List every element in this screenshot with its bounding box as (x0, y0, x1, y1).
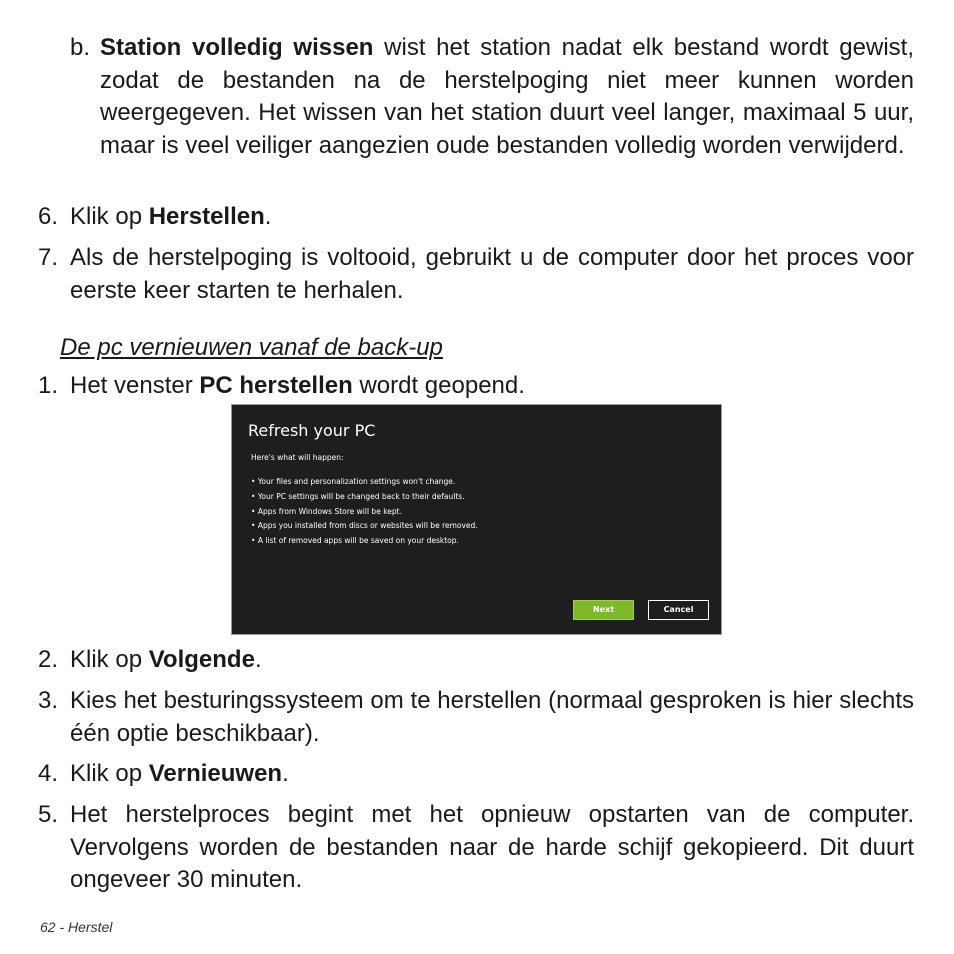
list-item-2 (38, 644, 914, 677)
screenshot-title: Refresh your PC (248, 421, 376, 440)
screenshot-bullet: • Your PC settings will be changed back to their defaults. (251, 490, 478, 505)
item-text: Als de herstelpoging is voltooid, gebruikt u de computer door het proces voor eerste keer starten te herhalen. (70, 244, 914, 304)
item-text: wist het station nadat elk bestand wordt gewist, zodat de bestanden na de herstelpoging niet meer kunnen worden weergegeven. Het wissen van het station duurt veel langer, maximaal 5 uur, maar is veel veiliger aangezien oude bestanden volledig worden verwijderd. (100, 34, 914, 159)
item-text-end: . (254, 646, 262, 673)
bold-term: PC herstellen (199, 372, 353, 399)
item-text: Klik op (70, 646, 149, 673)
list-item-b (70, 32, 914, 162)
item-text-end: wordt geopend. (352, 372, 525, 399)
item-text: Klik op (70, 760, 149, 787)
list-marker: 5. (38, 801, 59, 828)
list-marker: 6. (38, 203, 59, 230)
section-heading: De pc vernieuwen vanaf de back-up (60, 334, 443, 361)
item-text-end: . (282, 760, 289, 787)
screenshot-bullet: • Your files and personalization settings won't change. (251, 475, 478, 490)
list-marker: 2. (38, 646, 59, 673)
bold-term: Vernieuwen (148, 760, 283, 787)
screenshot-bullet-list (251, 475, 478, 549)
list-item-7 (38, 242, 914, 307)
page-footer: 62 - Herstel (40, 919, 113, 935)
list-marker: 4. (38, 760, 59, 787)
bold-term: Station volledig wissen (100, 34, 374, 61)
list-item-4 (38, 758, 914, 791)
list-marker: 1. (38, 372, 59, 399)
bold-term: Volgende (148, 646, 255, 673)
item-text: Kies het besturingssysteem om te herstellen (normaal gesproken is hier slechts één optie beschikbaar). (70, 687, 914, 747)
screenshot-bullet: • Apps from Windows Store will be kept. (251, 505, 478, 520)
bold-term: Herstellen (148, 203, 265, 230)
screenshot-bullet: • Apps you installed from discs or websites will be removed. (251, 519, 478, 534)
list-marker: 7. (38, 244, 59, 271)
list-item-6 (38, 201, 914, 234)
next-button[interactable]: Next (573, 600, 634, 620)
list-marker: b. (70, 34, 91, 61)
screenshot-intro: Here's what will happen: (251, 453, 344, 462)
list-item-5 (38, 799, 914, 897)
item-text: Klik op (70, 203, 149, 230)
refresh-pc-screenshot (231, 404, 722, 635)
item-text: Het venster (70, 372, 200, 399)
item-text-end: . (264, 203, 272, 230)
list-item-3 (38, 685, 914, 750)
list-marker: 3. (38, 687, 59, 714)
item-text: Het herstelproces begint met het opnieuw opstarten van de computer. Vervolgens worden de bestanden naar de harde schijf gekopieerd. Dit duurt ongeveer 30 minuten. (70, 801, 914, 893)
screenshot-bullet: • A list of removed apps will be saved on your desktop. (251, 534, 478, 549)
list-item-1 (38, 370, 914, 403)
cancel-button[interactable]: Cancel (648, 600, 709, 620)
